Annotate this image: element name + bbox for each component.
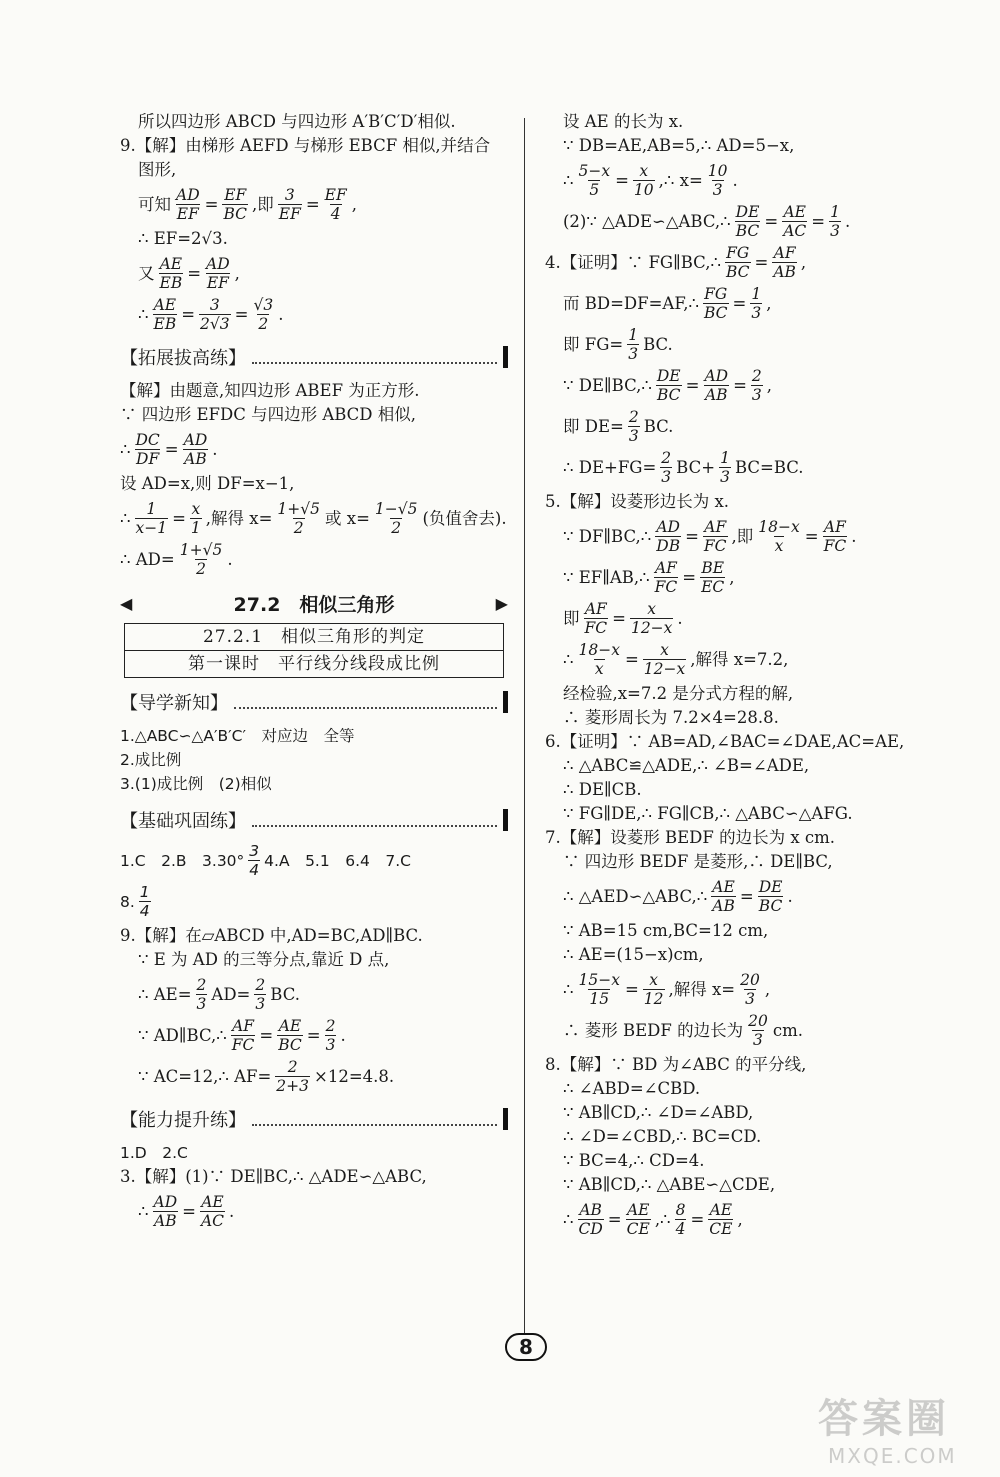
answer-line: 1.△ABC∽△A′B′C′ 对应边 全等 — [120, 727, 355, 745]
answer-line: 2.成比例 — [120, 751, 182, 769]
equation: (2)∵ △ADE∽△ABC,∴ DE BC = AE AC = 1 3 . — [563, 203, 851, 240]
equation: ∵ AD∥BC,∴ AF FC = AE BC = 2 3 . — [138, 1017, 346, 1054]
problem-9-basic: 9.【解】在▱ABCD 中,AD=BC,AD∥BC. — [120, 926, 423, 945]
right-triangle-icon: ▶ — [495, 594, 508, 613]
equation: ∵ AC=12,∴ AF= $\frac{2}{2+3}$ ×12=4.8. — [138, 1058, 395, 1095]
text-line: 【解】由题意,知四边形 ABEF 为正方形. — [120, 381, 420, 400]
text-line: ∴ ∠ABD=∠CBD. — [563, 1079, 701, 1098]
equation: ∴ 1 x−1 = x 1 ,解得 x= $\frac{1+√5}{2}$ 或 x= $\frac{1-√5}{2}$ (负值舍去). — [120, 500, 507, 537]
equation: 即 FG= $\frac{1}{3}$ BC. — [563, 326, 673, 363]
equation: ∵ DF∥BC,∴ AD DB = AF FC ,即 18−x x = AF FC . — [563, 518, 857, 555]
equation: ∴ DE+FG= $\frac{2}{3}$ BC+ $\frac{1}{3}$ BC=BC. — [563, 449, 804, 486]
equation: ∴ AD= $\frac{1+√5}{2}$ . — [120, 541, 233, 578]
answer-line: 3.(1)成比例 (2)相似 — [120, 775, 272, 793]
lesson-period: 第一课时 平行线分线段成比例 — [125, 650, 503, 677]
equation: ∵ DE∥BC,∴ DE BC = AD AB = 2 3 , — [563, 367, 773, 404]
text-line: ∴ EF=2√3. — [138, 229, 228, 248]
watermark-logo: 答案圈 MXQE.COM — [818, 1396, 957, 1468]
text-line: 经检验,x=7.2 是分式方程的解, — [563, 684, 794, 703]
text-line: ∵ AB=15 cm,BC=12 cm, — [563, 921, 769, 940]
text-line: ∵ 四边形 BEDF 是菱形,∴ DE∥BC, — [563, 852, 833, 871]
page-number: 8 — [505, 1333, 547, 1361]
chapter-title: ◀ 27.2 相似三角形 ▶ — [120, 594, 508, 616]
section-header-tuozhan: 【拓展拔高练】 — [120, 343, 508, 371]
equation: 又 AE EB = AD EF , — [138, 255, 240, 292]
text-line: 图形, — [138, 160, 177, 179]
lesson-subtitle: 27.2.1 相似三角形的判定 — [202, 627, 426, 647]
equation: ∴ AD AB = AE AC . — [138, 1193, 235, 1230]
equation: 即 DE= $\frac{2}{3}$ BC. — [563, 408, 674, 445]
problem-3: 3.【解】(1)∵ DE∥BC,∴ △ADE∽△ABC, — [120, 1167, 427, 1186]
equation: ∴ AB CD = AE CE ,∴ 8 4 = AE CE , — [563, 1201, 743, 1238]
section-header-jichu: 【基础巩固练】 — [120, 806, 508, 834]
section-header-nengli: 【能力提升练】 — [120, 1105, 508, 1133]
text-line: ∴ AE=(15−x)cm, — [563, 945, 704, 964]
column-divider — [524, 118, 525, 1333]
text-line: ∵ AB∥CD,∴ ∠D=∠ABD, — [563, 1103, 754, 1122]
equation: ∴ AE= $\frac{2}{3}$ AD= $\frac{2}{3}$ BC. — [138, 976, 300, 1013]
equation: ∴ DC DF = AD AB . — [120, 431, 218, 468]
equation: ∴ 18−x x = x 12−x ,解得 x=7.2, — [563, 641, 789, 678]
text-line: ∵ DB=AE,AB=5,∴ AD=5−x, — [563, 136, 795, 155]
equation: ∴ 5−x 5 = x 10 ,∴ x= $\frac{10}{3}$ . — [563, 162, 738, 199]
equation: ∴ 15−x 15 = x 12 ,解得 x= $\frac{20}{3}$ , — [563, 971, 771, 1008]
text-line: ∴ △ABC≌△ADE,∴ ∠B=∠ADE, — [563, 756, 810, 775]
answer-line: 1.C 2.B 3.30° 3 4 4.A 5.1 6.4 7.C — [120, 842, 411, 879]
answer-line: 8. 1 4 — [120, 883, 150, 920]
text-line: ∴ 菱形周长为 7.2×4=28.8. — [563, 708, 779, 727]
text-line: ∵ E 为 AD 的三等分点,靠近 D 点, — [138, 950, 390, 969]
problem-6: 6.【证明】∵ AB=AD,∠BAC=∠DAE,AC=AE, — [545, 732, 905, 751]
text-line: ∵ AB∥CD,∴ △ABE∽△CDE, — [563, 1175, 776, 1194]
problem-7: 7.【解】设菱形 BEDF 的边长为 x cm. — [545, 828, 836, 847]
equation: 而 BD=DF=AF,∴ FG BC = 1 3 , — [563, 285, 772, 322]
left-column — [120, 110, 508, 1234]
problem-9: 9.【解】由梯形 AEFD 与梯形 EBCF 相似,并结合 — [120, 136, 491, 155]
text-line: 设 AE 的长为 x. — [563, 112, 684, 131]
text-line: ∵ 四边形 EFDC 与四边形 ABCD 相似, — [120, 405, 417, 424]
answer-line: 1.D 2.C — [120, 1144, 188, 1162]
text-line: ∵ FG∥DE,∴ FG∥CB,∴ △ABC∽△AFG. — [563, 804, 853, 823]
left-triangle-icon: ◀ — [120, 594, 133, 613]
equation: ∴ AE EB = 3 2√3 = √3 2 . — [138, 296, 284, 333]
equation: 可知 AD EF = EF BC ,即 3 EF = EF 4 , — [138, 186, 357, 223]
text-line: 所以四边形 ABCD 与四边形 A′B′C′D′相似. — [138, 112, 456, 131]
text-line: ∴ DE∥CB. — [563, 780, 642, 799]
text-line: 设 AD=x,则 DF=x−1, — [120, 474, 295, 493]
problem-8: 8.【解】∵ BD 为∠ABC 的平分线, — [545, 1055, 807, 1074]
problem-4: 4.【证明】∵ FG∥BC,∴ FG BC = AF AB , — [545, 244, 807, 281]
equation: ∴ 菱形 BEDF 的边长为 20 3 cm. — [563, 1012, 803, 1049]
equation: ∵ EF∥AB,∴ AF FC = BE EC , — [563, 559, 735, 596]
problem-5: 5.【解】设菱形边长为 x. — [545, 492, 730, 511]
section-header-daoxue: 【导学新知】 — [120, 688, 508, 716]
text-line: ∴ ∠D=∠CBD,∴ BC=CD. — [563, 1127, 762, 1146]
right-column — [545, 110, 905, 1242]
text-line: ∵ BC=4,∴ CD=4. — [563, 1151, 705, 1170]
equation: 即 AF FC = x 12−x . — [563, 600, 683, 637]
equation: ∴ △AED∽△ABC,∴ AE AB = DE BC . — [563, 878, 793, 915]
lesson-title-box — [124, 623, 504, 678]
